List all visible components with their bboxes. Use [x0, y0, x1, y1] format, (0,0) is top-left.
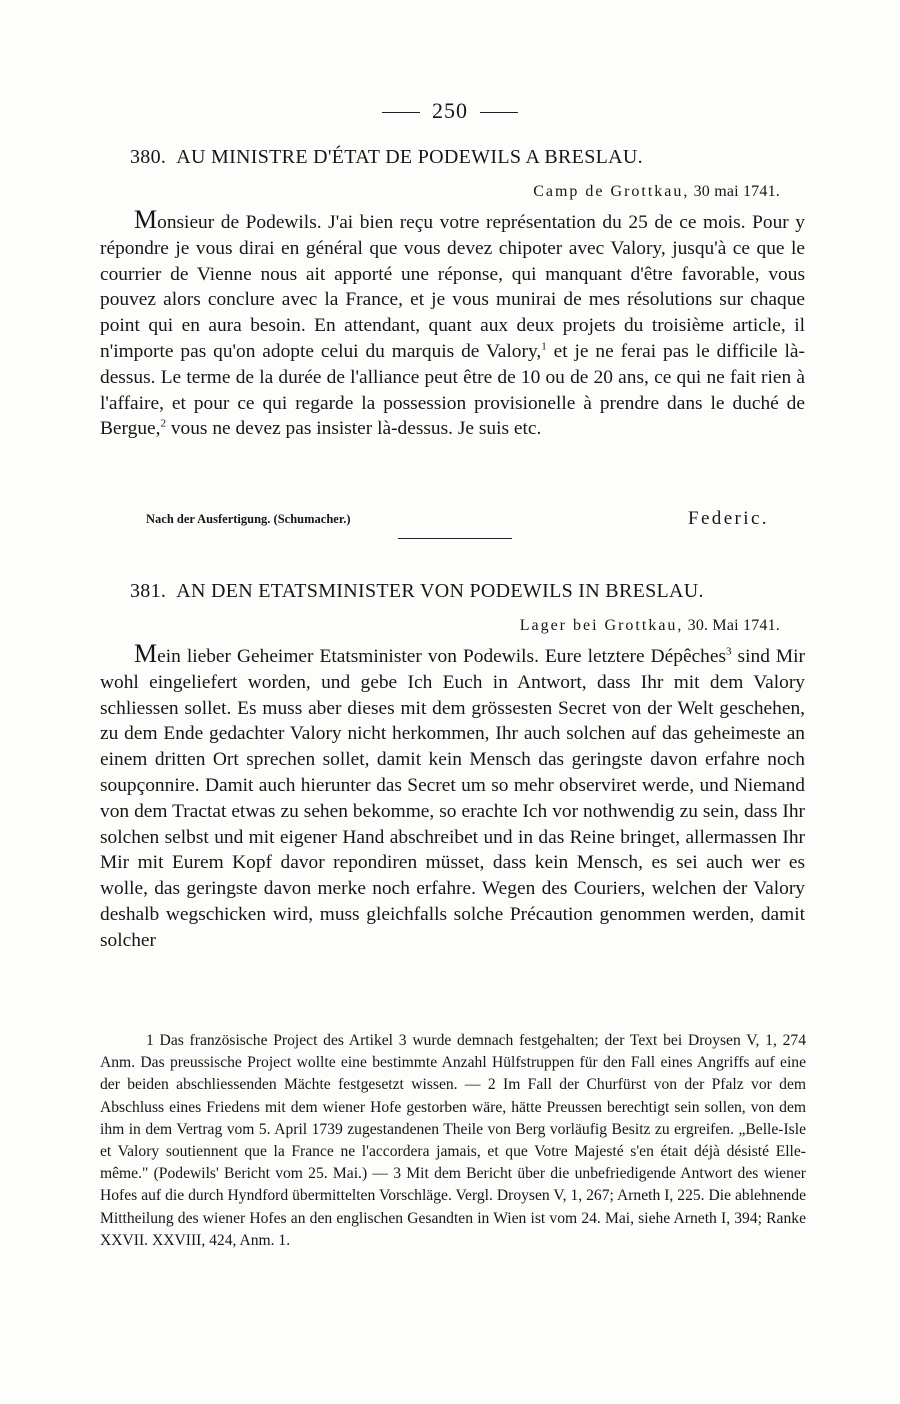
letter-380-initial: M: [134, 205, 158, 234]
page-number-dash-left: [382, 112, 420, 113]
letter-381-dateline: [520, 617, 780, 635]
letter-381-date: 30. Mai 1741.: [687, 617, 780, 634]
footnote-ref-3: 3: [726, 645, 732, 658]
letter-380-text-1: onsieur de Podewils. J'ai bien reçu votre représentation du 25 de ce mois. Pour y répondre je vous dirai en général que vous devez chipoter avec Valory, jusqu'à ce que le courrier de Vienne nous ait apporté une réponse, qui manquant d'être favorable, vous pouvez alors conclure avec la France, et je vous munirai de mes résolutions sur chaque point qui en aura besoin. En attendant, quant aux deux projets du troisième article, il n'importe pas qu'on adopte celui du marquis de Valory,: [100, 212, 805, 362]
letter-381-body: [100, 639, 806, 954]
letter-380-date: 30 mai 1741.: [693, 183, 780, 200]
letter-380-place: Camp de Grottkau,: [533, 183, 690, 200]
letter-380-signature: Federic.: [688, 508, 769, 529]
letter-381-place: Lager bei Grottkau,: [519, 617, 684, 634]
page-number-dash-right: [480, 112, 518, 113]
page-number-value: 250: [432, 98, 468, 123]
letter-381-text-1: ein lieber Geheimer Etatsminister von Podewils. Eure letztere Dépêches: [157, 646, 727, 667]
letter-380-heading: [130, 146, 643, 169]
footnote-ref-1: 1: [541, 340, 547, 353]
letter-380-body: [100, 205, 805, 442]
letter-380-number: 380.: [130, 146, 167, 168]
letter-381-number: 381.: [130, 580, 167, 602]
footnote-ref-2: 2: [160, 417, 166, 430]
letter-380-text-3: vous ne devez pas insister là-dessus. Je suis etc.: [166, 418, 542, 440]
letter-380-text-2: et je ne ferai pas le difficile là-dessus. Le terme de la durée de l'alliance peut être de 10 ou de 20 ans, ce qui ne fait rien à l'affaire, et pour ce qui regarde la possession provisionelle à prendre dans le duché de Bergue,: [100, 340, 805, 440]
letter-380-title: AU MINISTRE D'ÉTAT DE PODEWILS A BRESLAU.: [176, 146, 643, 168]
letter-381-title: AN DEN ETATSMINISTER VON PODEWILS IN BRESLAU.: [176, 580, 704, 602]
letter-381-heading: [130, 580, 704, 603]
letter-381-text-2: sind Mir wohl eingeliefert worden, und gebe Ich Euch in Antwort, dass Ihr mit dem Valory schliessen sollet. Es muss aber dieses mit dem grössesten Secret von der Welt geschehen, zu dem Ende gedachter Valory nicht herkommen, Ihr auch solchen auf das geheimeste an einem dritten Ort sprechen sollet, damit kein Mensch das geringste davon erfahre noch soupçonnire. Damit auch hierunter das Secret um so mehr observiret werde, und Niemand von dem Tractat etwas zu sehen bekomme, so erachte Ich vor nothwendig zu sein, dass Ihr solchen selbst und mit eigener Hand abschreibet und in das Reine bringet, allermassen Ihr Mir mit Eurem Kopf davor repondiren müsset, dass kein Mensch, es sei auch wer es wolle, das geringste davon merke noch erfahre. Wegen des Couriers, welchen der Valory deshalb wegschicken wird, muss gleichfalls solche Précaution genommen werden, damit solcher: [100, 646, 806, 951]
section-divider: [398, 538, 512, 539]
letter-380-dateline: [533, 183, 780, 201]
page-number: [0, 98, 900, 124]
footnotes: [100, 1030, 806, 1252]
letter-381-initial: M: [134, 639, 158, 668]
letter-380-source: Nach der Ausfertigung. (Schumacher.): [146, 512, 351, 526]
footnotes-text: 1 Das französische Project des Artikel 3 wurde demnach festgehalten; der Text bei Droysen V, 1, 274 Anm. Das preussische Project wollte eine bestimmte Anzahl Hülfstruppen für den Fall eines Angriffs auf eine der beiden abschliessenden Mächte festgesetzt wissen. — 2 Im Fall der Churfürst von der Pfalz vor dem Abschluss eines Friedens mit dem wiener Hofe gestorben wäre, hätte Preussen berechtigt sein sollen, von dem ihm in dem Vertrag vom 5. April 1739 zugestandenen Theile von Berg vorläufig Besitz zu ergreifen. „Belle-Isle et Valory soutiennent que la France ne l'accordera jamais, et que Votre Majesté s'en était déjà désisté Elle-même." (Podewils' Bericht vom 25. Mai.) — 3 Mit dem Bericht über die unbefriedigende Antwort des wiener Hofes auf die durch Hyndford übermittelten Vorschläge. Vergl. Droysen V, 1, 267; Arneth I, 225. Die ablehnende Mittheilung des wiener Hofes an den englischen Gesandten in Wien ist vom 24. Mai, siehe Arneth I, 394; Ranke XXVII. XXVIII, 424, Anm. 1.: [100, 1032, 806, 1249]
